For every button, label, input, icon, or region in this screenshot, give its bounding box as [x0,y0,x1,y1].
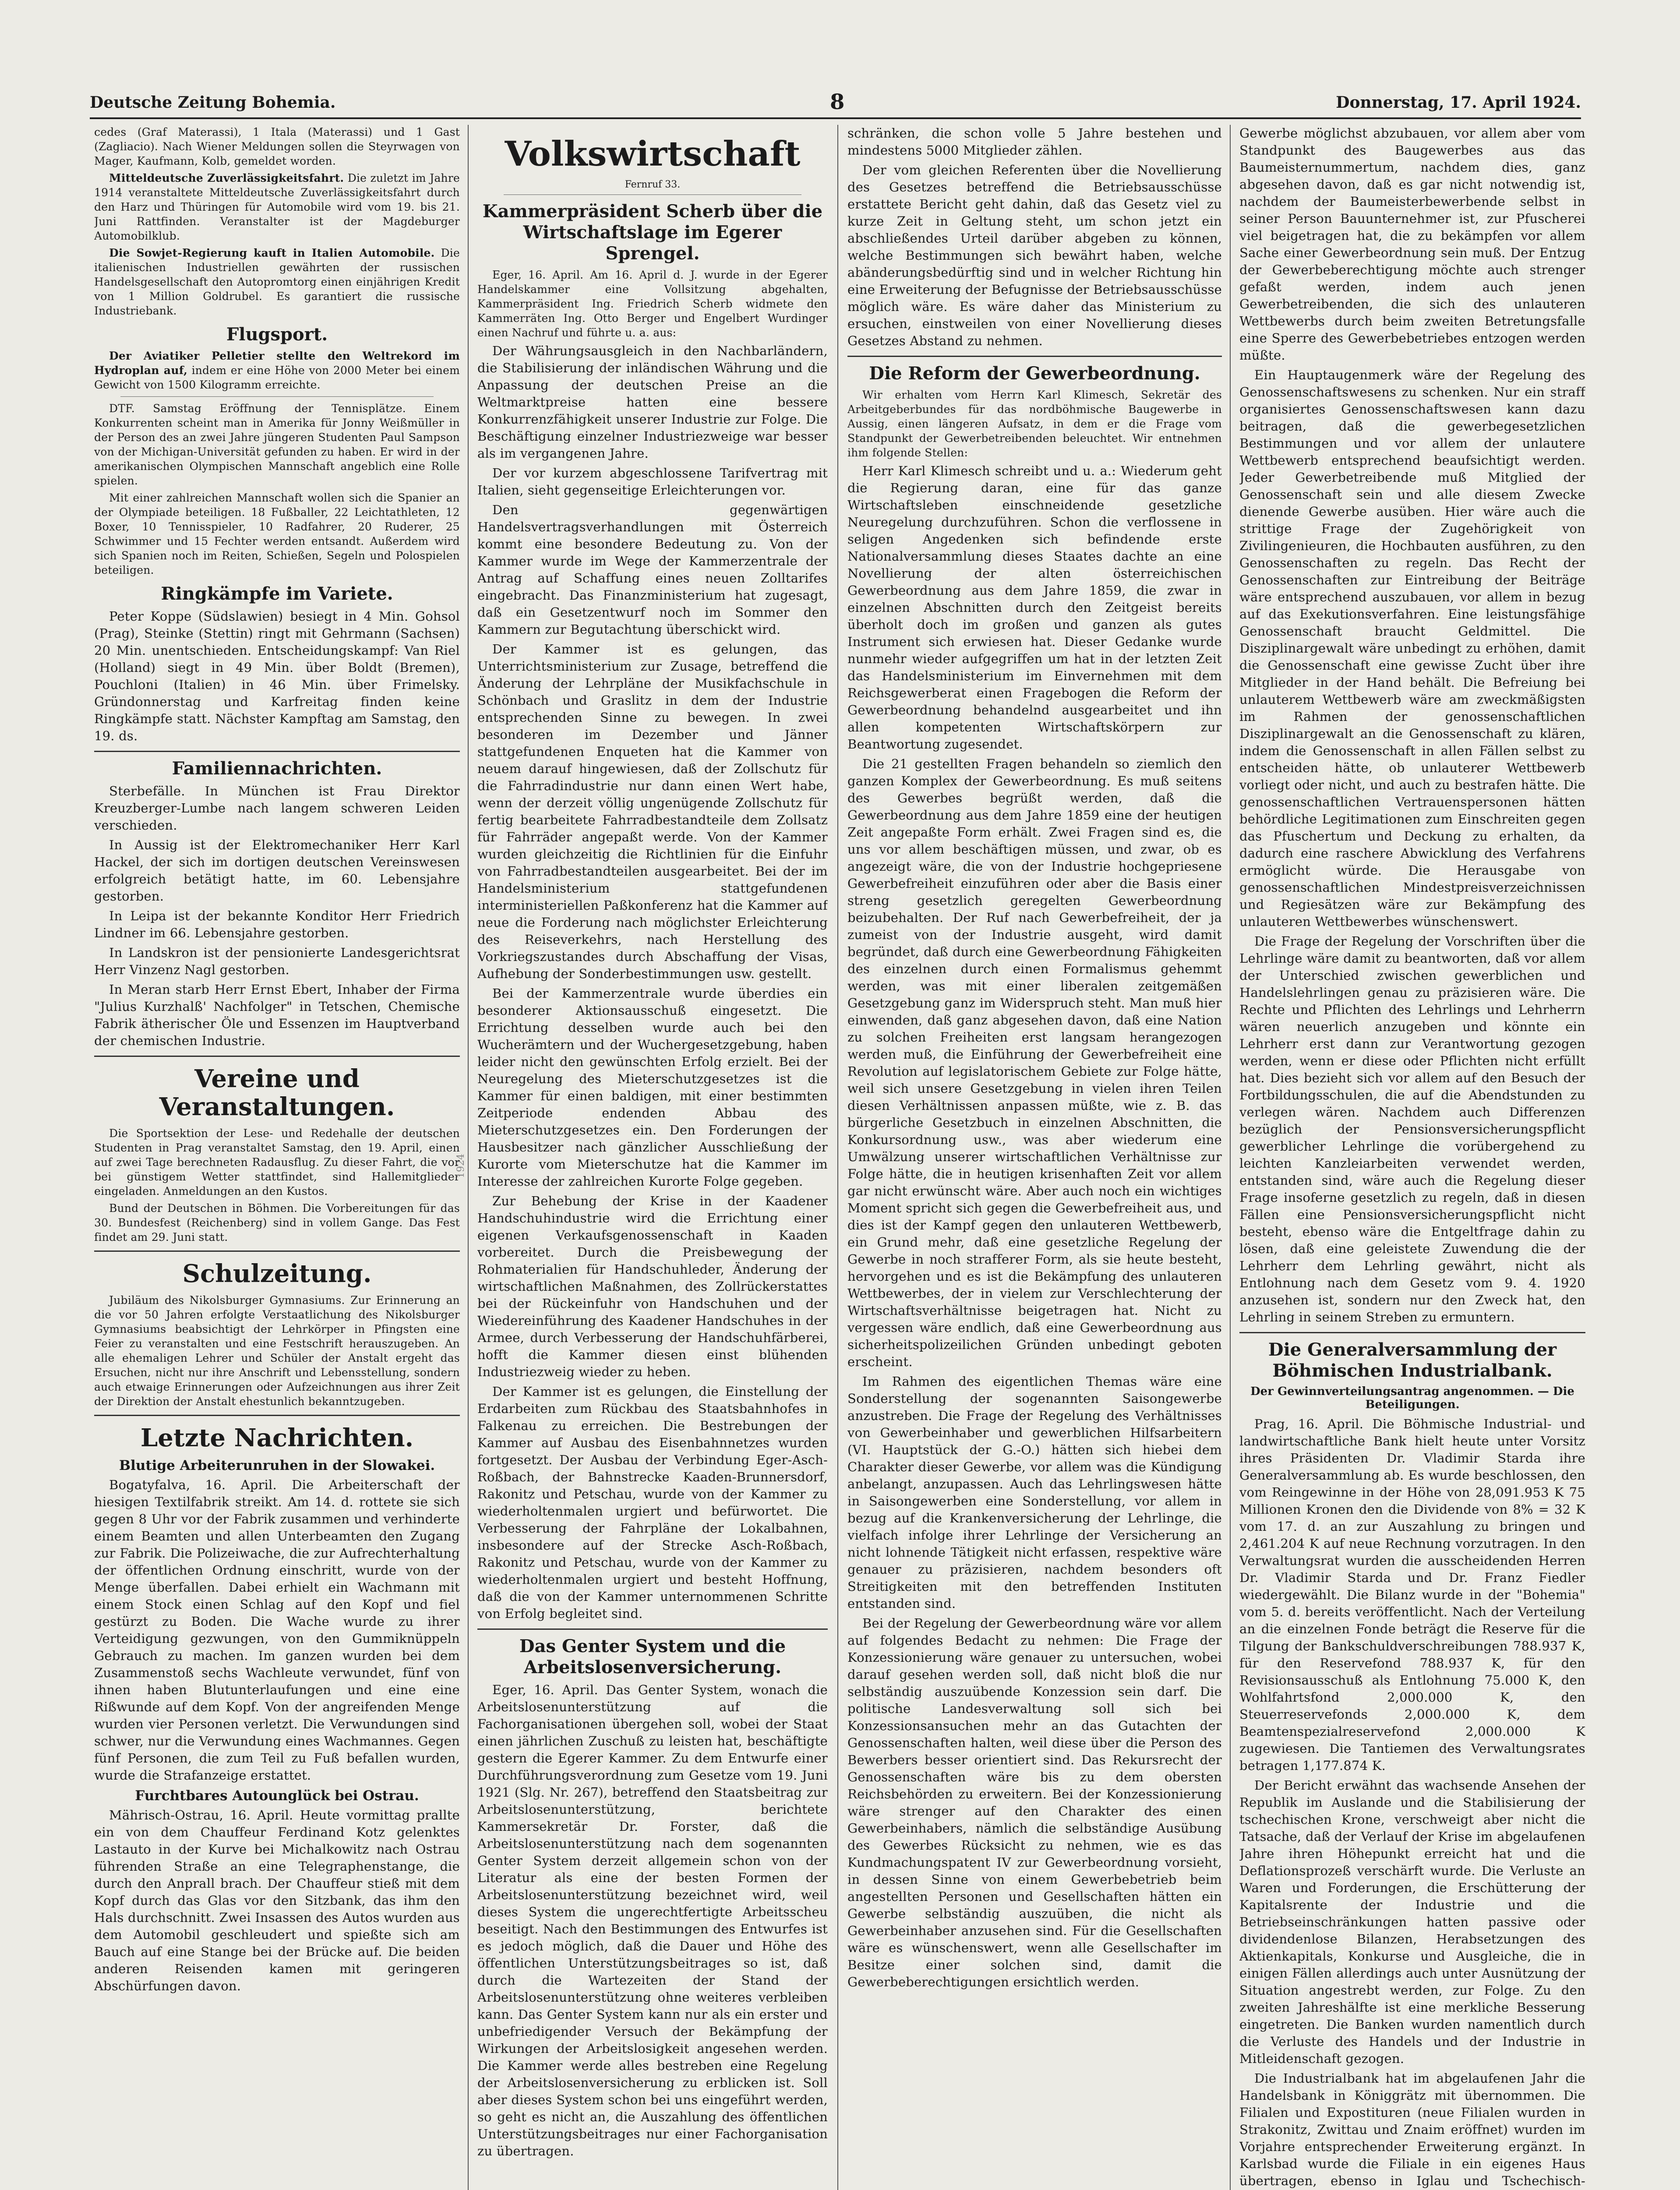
article-text: Der vom gleichen Referenten über die Novellierung des Gesetzes betreffend die Betriebsausschüsse erstattete Bericht geht dahin, daß das Gesetz viel zu kurze Zeit in Geltung steht, um schon jetzt ein abschließendes Urteil darüber abgeben zu können, welche Bestimmungen sich bewährt haben, welche abänderungsbedürftig sind und in welcher Richtung hin eine Erweiterung der Befugnisse der Betriebsausschüsse möglich wäre. Es wäre daher das Ministerium zu ersuchen, einstweilen von einer Novellierung dieses Gesetzes Abstand zu nehmen. [847,162,1222,348]
article-lead: Die Sowjet-Regierung kauft in Italien Automobile. [109,247,435,259]
page-number: 8 [830,90,845,114]
article-text: Der vor kurzem abgeschlossene Tarifvertrag mit Italien, sieht gegenseitige Erleichterungen vor. [477,466,828,498]
article-lead: Der Aviatiker Pelletier stellte den Weltrekord im Hydroplan auf, [94,350,460,377]
article-headline: Blutige Arbeiterunruhen in der Slowakei. [119,1458,435,1473]
article-text: indem er eine Höhe von 2000 Meter bei einem Gewicht von 1500 Kilogramm erreichte. [94,364,460,391]
article-lead: Wir erhalten vom Herrn Karl Klimesch, Sekretär des Arbeitgeberbundes für das nordböhmische Baugewerbe in Aussig, einen längeren Aufsatz, in dem er die Frage vom Standpunkt der Gewerbetreibenden beleuchtet. Wir entnehmen ihm folgende Stellen: [847,389,1222,459]
article-text: DTF. Samstag Eröffnung der Tennisplätze. Einem Konkurrenten scheint man in Amerika für Jonny Weißmüller in der Person des an zwei Jahre jüngeren Studenten Paul Sampson von der Michigan-Universität gefunden zu haben. Er wird in der amerikanischen Olympischen Mannschaft angeblich eine Rolle spielen. [94,402,460,487]
section-heading-schulzeitung: Schulzeitung. [182,1259,372,1288]
article-text: Mährisch-Ostrau, 16. April. Heute vormittag prallte ein von dem Chauffeur Ferdinand Kotz gelenktes Lastauto in der Kurve bei Michalkowitz nach Ostrau führenden Straße an eine Telegraphenstange, die durch den Anprall brach. Der Chauffeur stieß mit dem Kopf durch das Glas vor den Sitzbank, das ihm den Hals durchschnitt. Zwei Insassen des Autos wurden aus dem Automobil geschleudert und spießte sich am Bauch auf eine Stange bei der Brücke auf. Die beiden anderen Reisenden kamen mit geringeren Abschürfungen davon. [94,1808,460,1993]
divider [94,1250,460,1252]
article-text: Prag, 16. April. Die Böhmische Industrial- und landwirtschaftliche Bank hielt heute unter Vorsitz ihres Präsidenten Dr. Vladimir Starda ihre Generalversammlung ab. Es wurde beschlossen, den vom Reingewinne in der Höhe von 28,091.953 K 75 Millionen Kronen den die Dividende von 8% = 32 K vom 17. d. an zur Auszahlung zu bringen und 2,461.204 K auf neue Rechnung vorzutragen. In den Verwaltungsrat wurden die ausscheidenden Herren Dr. Vladimir Starda und Dr. Franz Fiedler wiedergewählt. Die Bilanz wurde in der "Bohemia" vom 5. d. bereits veröffentlicht. Nach der Verteilung an die einzelnen Fonde beträgt die Reserve für die Tilgung der Bankschuldverschreibungen 788.937 K, für den Reservefond 788.937 K, für den Revisionsausschuß als Entlohnung 75.000 K, den Wohlfahrtsfond 2,000.000 K, den Steuerreservefonds 2,000.000 K, dem Beamtenspezialreservefond 2,000.000 K zugewiesen. Die Tantiemen des Verwaltungsrates betragen 1,177.874 K. [1239,1416,1585,1773]
page-header [90,90,1581,116]
article-text: Eger, 16. April. Das Genter System, wonach die Arbeitslosenunterstützung auf die Fachorganisationen übergehen soll, wobei der Staat einen jährlichen Zuschuß zu leisten hat, beschäftigte gestern die Egerer Kammer. Zu dem Entwurfe einer Durchführungsverordnung zum Gesetze vom 19. Juni 1921 (Slg. Nr. 267), betreffend den Staatsbeitrag zur Arbeitslosenunterstützung, berichtete Kammersekretär Dr. Forster, daß die Arbeitslosenunterstützung nach dem sogenannten Genter System derzeit allgemein schon von der Literatur als eine der besten Formen der Arbeitslosenunterstützung bezeichnet wird, weil dieses System die ungerechtfertigte Arbeitsscheu beseitigt. Nach den Bestimmungen des Entwurfes ist es jedoch möglich, daß die Dauer und Höhe des öffentlichen Unterstützungsbeitrages so ist, daß durch die Wartezeiten der Stand der Arbeitslosenunterstützung ohne weiteres verbleiben kann. Das Genter System kann nur als ein erster und unbefriedigender Versuch der Bekämpfung der Wirkungen der Arbeitslosigkeit angesehen werden. Die Kammer werde alles bestreben eine Regelung der Arbeitslosenversicherung zu erblicken ist. Soll aber dieses System schon bei uns eingeführt werden, so geht es nicht an, die Auszahlung des öffentlichen Unterstützungsbeitrages nur einer Fachorganisation zu übertragen. [477,1682,828,2158]
article-text: Die Frage der Regelung der Vorschriften über die Lehrlinge wäre damit zu beantworten, daß vor allem der Unterschied zwischen gewerblichen und Handelslehrlingen genau zu präzisieren wäre. Die Rechte und Pflichten des Lehrlings und Lehrherrn wären neuerlich anzugeben und könnte ein Lehrherr erst dann zur Verantwortung gezogen werden, wenn er diese oder Pflichten nicht erfüllt hat. Dies bezieht sich vor allem auf den Besuch der Fortbildungsschulen, die auf die Abendstunden zu verlegen wären. Nachdem auch Differenzen bezüglich der Pensionsversicherungspflicht gewerblicher Lehrlinge die vorübergehend zu leichten Kanzleiarbeiten verwendet werden, entstanden sind, wäre auch die Regelung dieser Frage insoferne gesetzlich zu regeln, daß in diesen Fällen eine Pensionsversicherungspflicht nicht besteht, ebenso wäre die Entgeltfrage dahin zu lösen, daß eine geleistete Zuwendung die der Lehrherr dem Lehrling gewährt, nicht als Entlohnung nach dem Gesetz vom 9. 4. 1920 anzusehen ist, sondern nur den Zweck hat, den Lehrling in seinem Streben zu ermuntern. [1239,934,1585,1325]
article-text: In Leipa ist der bekannte Konditor Herr Friedrich Lindner im 66. Lebensjahre gestorben. [94,908,460,940]
article-text: Die Sportsektion der Lese- und Redehalle der deutschen Studenten in Prag veranstaltet Samstag, den 19. April, einen auf zwei Tage berechneten Radausflug. Zu dieser Fahrt, die vor bei günstigem Wetter stattfindet, sind Hallemitglieder eingeladen. Anmeldungen an den Kustos. [94,1127,460,1197]
article-headline: Das Genter System und die Arbeitslosenversicherung. [519,1636,786,1678]
article-text: In Aussig ist der Elektromechaniker Herr Karl Hackel, der sich im dortigen deutschen Vereinswesen erfolgreich betätigt hatte, im 60. Lebensjahre gestorben. [94,837,460,904]
article-text: Mit einer zahlreichen Mannschaft wollen sich die Spanier an der Olympiade beteiligen. 18 Fußballer, 22 Leichtathleten, 12 Boxer, 10 Tennisspieler, 10 Radfahrer, 20 Ruderer, 25 Schwimmer und 15 Fechter werden entsandt. Außerdem wird sich Spanien noch im Reiten, Schießen, Segeln und Polospielen beteiligen. [94,491,460,576]
article-lead: Mitteldeutsche Zuverlässigkeitsfahrt. [109,172,344,184]
divider [94,1415,460,1416]
divider [120,396,434,397]
article-text: Bogatyfalva, 16. April. Die Arbeiterschaft der hiesigen Textilfabrik streikt. Am 14. d. rottete sie sich gegen 8 Uhr vor der Fabrik zusammen und verhinderte einem Beamten und allen Unterbeamten den Zugang zur Fabrik. Die Polizeiwache, die zur Aufrechterhaltung der öffentlichen Ordnung einschritt, wurde von der Menge überfallen. Dabei erhielt ein Wachmann mit einem Stock einen Schlag auf den Kopf und fiel gestürzt zu Boden. Die Wache wurde zu ihrer Verteidigung gezwungen, von den Gummiknüppeln Gebrauch zu machen. Im ganzen wurden bei dem Zusammenstoß sechs Wachleute verwundet, fünf von ihnen haben Blutunterlaufungen und eine eine Rißwunde auf dem Kopf. Von der angreifenden Menge wurden vier Personen verletzt. Die Verwundungen sind schwer, nur die Verwundung eines Wachmannes. Gegen fünf Personen, die zum Teil zu Fuß befallen wurden, wurde die Strafanzeige erstattet. [94,1477,460,1783]
divider [1239,1332,1585,1333]
article-headline: Kammerpräsident Scherb über die Wirtschaftslage im Egerer Sprengel. [482,201,823,264]
article-text: Ein Hauptaugenmerk wäre der Regelung des Genossenschaftswesens zu schenken. Nur ein straff organisiertes Genossenschaftswesen kann dazu beitragen, daß die gewerbegesetzlichen Bestimmungen und vor allem der unlautere Wettbewerb entsprechend beaufsichtigt werden. Jeder Gewerbetreibende muß Mitglied der Genossenschaft sein und alle diesem Zwecke dienende Gewerbe ausüben. Hier wäre auch die strittige Frage der Zugehörigkeit von Zivilingenieuren, die Hochbauten ausführen, zu den Genossenschaften zu regeln. Das Recht der Genossenschaften zur Eintreibung der Beiträge wäre entsprechend auszubauen, vor allem in bezug auf das Exekutionsverfahren. Eine leistungsfähige Genossenschaft braucht Geldmittel. Die Disziplinargewalt wäre unbedingt zu erhöhen, damit die Genossenschaft eine gewisse Zucht über ihre Mitglieder in der Hand behält. Die Befreiung bei unlauterem Wettbewerb wäre am zweckmäßigsten im Rahmen der genossenschaftlichen Disziplinargewalt an die Genossenschaft zu klären, indem die Genossenschaft in allen Fällen selbst zu entscheiden hätte, ob unlauterer Wettbewerb vorliegt oder nicht, und auch zu bestrafen hätte. Die genossenschaftlichen Vertrauenspersonen hätten behördliche Legitimationen zum Einschreiten gegen das Pfuschertum und Deckung zu erhalten, da dadurch eine raschere Abwicklung des Verfahrens ermöglicht würde. Die Herausgabe von genossenschaftlichen Mindestpreisverzeichnissen und Regiesätzen wäre zur Bekämpfung des unlauteren Wettbewerbes wünschenswert. [1239,367,1585,929]
article-text: Die italienischen Industriellen gewährten der russischen Handelsgesellschaft den Autopromtorg einen einjährigen Kredit von 1 Million Goldrubel. Es garantiert die russische Industriebank. [94,247,460,317]
column-divider [837,125,838,2190]
article-headline: Furchtbares Autounglück bei Ostrau. [135,1788,419,1804]
article-headline: Die Reform der Gewerbeordnung. [869,363,1200,384]
article-text: cedes (Graf Materassi), 1 Itala (Materassi) und 1 Gast (Zagliacio). Nach Wiener Meldungen sollen die Steyrwagen von Mager, Kaufmann, Kolb, gemeldet worden. [94,126,460,167]
divider [477,1628,828,1630]
article-text: Der Währungsausgleich in den Nachbarländern, die Stabilisierung der inländischen Währung und die Anpassung der deutschen Preise an die Weltmarktpreise hatten eine bessere Konkurrenzfähigkeit unserer Industrie zur Folge. Die Beschäftigung einzelner Industriezweige war besser als im vergangenen Jahre. [477,343,828,461]
article-text: Peter Koppe (Südslawien) besiegt in 4 Min. Gohsol (Prag), Steinke (Stettin) ringt mit Gehrmann (Sachsen) 20 Min. unentschieden. Entscheidungskampf: Van Riel (Holland) siegt in 49 Min. über Boldt (Bremen), Pouchloni (Italien) in 46 Min. über Frimelsky. Gründonnerstag und Karfreitag finden keine Ringkämpfe statt. Nächster Kampftag am Samstag, den 19. ds. [94,609,460,743]
masthead-name: Deutsche Zeitung Bohemia. [90,93,336,112]
article-text: In Meran starb Herr Ernst Ebert, Inhaber der Firma "Julius Kurzhalß' Nachfolger" in Tetschen, Chemische Fabrik ätherischer Öle und Essenzen im Hauptverband der chemischen Industrie. [94,982,460,1048]
column-divider [468,125,469,2190]
section-heading-flugsport: Flugsport. [226,324,328,345]
column-4 [1239,125,1585,2190]
article-text: schränken, die schon volle 5 Jahre bestehen und mindestens 5000 Mitglieder zählen. [847,126,1222,158]
divider [504,194,801,195]
article-text: Herr Karl Klimesch schreibt und u. a.: Wiederum geht die Regierung daran, eine für das ganze Wirtschaftsleben einschneidende gesetzliche Neuregelung durchzuführen. Schon die verflossene in seligen Angedenken sich befindende erste Nationalversammlung dieses Staates dachte an eine Novellierung der alten österreichischen Gewerbeordnung aus dem Jahre 1859, die zwar in einzelnen Abschnitten durch den Zeitgeist bereits überholt doch im großen und ganzen als gutes Instrument sich erwiesen hat. Dieser Gedanke wurde nunmehr wieder aufgegriffen um hat in der letzten Zeit das Handelsministerium im Einvernehmen mit dem Reichsgewerberat einen Fragebogen die Reform der Gewerbeordnung behandelnd ausgearbeitet und ihn allen kompetenten Wirtschaftskörpern zur Beantwortung zugesendet. [847,463,1222,752]
section-heading-letzte-nachrichten: Letzte Nachrichten. [140,1424,414,1452]
divider [94,1056,460,1057]
article-text: Bund der Deutschen in Böhmen. Die Vorbereitungen für das 30. Bundesfest (Reichenberg) sind in vollem Gange. Das Fest findet am 29. Juni statt. [94,1202,460,1243]
section-heading-familie: Familiennachrichten. [172,758,382,779]
divider [94,751,460,752]
article-text: Die Industrialbank hat im abgelaufenen Jahr die Handelsbank in Königgrätz mit übernommen. Die Filialen und Expostituren (neue Filialen wurden in Strakonitz, Zwittau und Znaim eröffnet) wurden im Vorjahre entsprechender Erweiterung ergänzt. In Karlsbad wurde die Filiale in ein eigenes Haus übertragen, ebenso in Iglau und Tschechisch- [1239,2071,1585,2188]
header-rule [90,117,1581,119]
column-1 [94,125,460,2190]
article-text: Gewerbe möglichst abzubauen, vor allem aber vom Standpunkt des Baugewerbes aus das Baumeisternummertum, nachdem dies, ganz abgesehen davon, daß es gar nicht notwendig ist, nachdem der Baumeisterbewerbende selbst in seiner Person Bauunternehmer ist, zur Pfuscherei viel beigetragen hat, die zu bekämpfen vor allem Sache einer Gewerbeordnung sein muß. Der Entzug der Gewerbeberechtigung möchte auch strenger gefaßt werden, indem auch jenen Gewerbetreibenden, die sich des unlauteren Wettbewerbs durch beim zweiten Betretungsfalle eine Sperre des Gewerbebetriebes entzogen werden müßte. [1239,126,1585,363]
phone-number: Fernruf 33. [625,179,681,190]
article-subheadline: Der Gewinnverteilungsantrag angenommen. — Die Beteiligungen. [1250,1385,1574,1411]
article-text: Den gegenwärtigen Handelsvertragsverhandlungen mit Österreich kommt eine besondere Bedeutung zu. Von der Kammer wurde im Wege der Kammerzentrale der Antrag auf Schaffung eines neuen Zolltarifes eingebracht. Das Finanzministerium hat zugesagt, daß ein Gesetzentwurf noch im Sommer den Kammern zur Begutachtung überschickt wird. [477,502,828,637]
section-heading-vereine: Vereine und Veranstaltungen. [159,1064,395,1121]
column-3 [847,125,1222,2190]
margin-stamp: 1924 [455,1154,466,1178]
column-divider [1230,125,1231,2190]
article-text: Der Kammer ist es gelungen, das Unterrichtsministerium zur Zusage, betreffend die Änderung der Lehrpläne der Musikfachschule in Schönbach und Graslitz in dem der Industrie entsprechenden Sinne zu bewegen. In zwei besonderen im Dezember und Jänner stattgefundenen Enqueten hat die Kammer von neuem darauf hingewiesen, daß der Zollschutz für die Fahrradindustrie nur dann einen Wert habe, wenn der derzeit völlig ungenügende Zollschutz für fertig bearbeitete Fahrradbestandteile dem Zollsatz für Fahrräder angepaßt werde. Von der Kammer wurden gleichzeitig die Richtlinien für die Einfuhr von Fahrradbestandteilen ausgearbeitet. Bei der im Handelsministerium stattgefundenen interministeriellen Paßkonferenz hat die Kammer auf neue die Forderung nach möglichster Erleichterung des Reiseverkehrs, nach Herstellung des Vorkriegszustandes durch Abschaffung der Visas, Aufhebung der Sonderbestimmungen usw. gestellt. [477,642,828,981]
article-text: Der Bericht erwähnt das wachsende Ansehen der Republik im Auslande und die Stabilisierung der tschechischen Krone, verschweigt aber nicht die Tatsache, daß der Verlauf der Krise im abgelaufenen Jahre ihren Höhepunkt erreicht hat und die Deflationsprozeß verschärft wurde. Die Verluste an Waren und Forderungen, die Erschütterung der Kapitalsrente der Industrie und die Betriebseinschränkungen hatten passive oder dividendenlose Bilanzen, Herabsetzungen des Aktienkapitals, Konkurse und Ausgleiche, die in einigen Fällen allerdings auch unter Ausnützung der Situation angestrebt werden, zur Folge. Zu den zweiten Jahreshälfte ist eine merkliche Besserung eingetreten. Die Banken wurden namentlich durch die Verluste des Handels und der Industrie in Mitleidenschaft gezogen. [1239,1778,1585,2066]
article-headline: Die Generalversammlung der Böhmischen Industrialbank. [1268,1339,1557,1381]
article-text: Sterbefälle. In München ist Frau Direktor Kreuzberger-Lumbe nach langem schweren Leiden verschieden. [94,784,460,833]
article-text: Die zuletzt im Jahre 1914 veranstaltete Mitteldeutsche Zuverlässigkeitsfahrt durch den Harz und Thüringen für Automobile wird vom 19. bis 21. Juni Rattfinden. Veranstalter ist der Magdeburger Automobilklub. [94,172,460,242]
section-heading-volkswirtschaft: Volkswirtschaft [505,134,801,174]
article-text: In Landskron ist der pensionierte Landesgerichtsrat Herr Vinzenz Nagl gestorben. [94,945,460,977]
article-text: Bei der Kammerzentrale wurde überdies ein besonderer Aktionsausschuß eingesetzt. Die Errichtung desselben wurde auch bei den Wucherämtern und der Wuchergesetzgebung, haben leider nicht den gewünschten Erfolg erzielt. Bei der Neuregelung des Mieterschutzgesetzes ist die Kammer für einen baldigen, mit einer bestimmten Zeitperiode endenden Abbau des Mieterschutzgesetzes ein. Den Forderungen der Hausbesitzer nach gänzlicher Ausschließung der Kurorte vom Mieterschutze hat die Kammer im Interesse der zahlreichen Kurorte Folge gegeben. [477,986,828,1189]
article-text: Zur Behebung der Krise in der Kaadener Handschuhindustrie wird die Errichtung einer eigenen Verkaufsgenossenschaft in Kaaden vorbereitet. Durch die Preisbewegung der Rohmaterialien für Handschuhleder, Änderung der wirtschaftlichen Maßnahmen, des Zollrückerstattes bei der Rückeinfuhr von Handschuhen und der Wiedereinführung des Kaadener Handschuhes in der Armee, durch Verbesserung der Handschuhfärberei, hofft die Kammer diesen einst blühenden Industriezweig wieder zu heben. [477,1194,828,1379]
column-2 [477,125,828,2190]
article-text: Im Rahmen des eigentlichen Themas wäre eine Sonderstellung der sogenannten Saisongewerbe anzustreben. Die Frage der Regelung des Verhältnisses von Gewerbeinhaber und gewerblichen Hilfsarbeitern (VI. Hauptstück der G.-O.) hätten sich hiebei dem Charakter dieser Gewerbe, vor allem was die Kündigung anbelangt, anzupassen. Auch das Lehrlingswesen hätte in Saisongewerben eine Sonderstellung, vor allem in bezug auf die Krankenversicherung der Lehrlinge, die vielfach infolge ihrer Lehrlinge der Versicherung an nicht lohnende Tätigkeit nicht erfassen, respektive wäre genauer zu präzisieren, nachdem besonders oft Streitigkeiten mit den betreffenden Instituten entstanden sind. [847,1374,1222,1611]
article-lead: Eger, 16. April. Am 16. April d. J. wurde in der Egerer Handelskammer eine Vollsitzung abgehalten, Kammerpräsident Ing. Friedrich Scherb widmete den Kammerräten Ing. Otto Berger und Engelbert Wurdinger einen Nachruf und führte u. a. aus: [477,268,828,339]
article-text: Der Kammer ist es gelungen, die Einstellung der Erdarbeiten zum Rückbau des Staatsbahnhofes in Falkenau zu erreichen. Die Bestrebungen der Kammer auf Ausbau des Eisenbahnnetzes wurden fortgesetzt. Der Ausbau der Verbindung Eger-Asch-Roßbach, der Bahnstrecke Kaaden-Brunnersdorf, Rakonitz und Petschau, wurde von der Kammer zu wiederholtenmalen urgiert und befürwortet. Die Verbesserung der Fahrpläne der Lokalbahnen, insbesondere auf der Strecke Asch-Roßbach, Rakonitz und Petschau, wurde von der Kammer zu wiederholtenmalen urgiert und besteht Hoffnung, daß die von der Kammer unternommenen Schritte von Erfolg begleitet sind. [477,1384,828,1621]
article-text: Jubiläum des Nikolsburger Gymnasiums. Zur Erinnerung an die vor 50 Jahren erfolgte Verstaatlichung des Nikolsburger Gymnasiums beabsichtigt der Lehrkörper in Pfingsten eine Feier zu veranstalten und eine Festschrift herauszugeben. An alle ehemaligen Lehrer und Schüler der Anstalt ergeht das Ersuchen, nicht nur ihre Anschrift und Lebensstellung, sondern auch etwaige Erinnerungen oder Aufzeichnungen aus ihrer Zeit der Direktion der Anstalt ehestunlich bekanntzugeben. [94,1294,460,1408]
issue-date: Donnerstag, 17. April 1924. [1336,93,1581,112]
article-text: Die 21 gestellten Fragen behandeln so ziemlich den ganzen Komplex der Gewerbeordnung. Es muß seitens des Gewerbes begrüßt werden, daß die Gewerbeordnung aus dem Jahre 1859 eine der heutigen Zeit angepaßte Form erhält. Zwei Fragen sind es, die uns vor allem beschäftigen müssen, und zwar, ob es angezeigt wäre, die von der Industrie hochgepriesene Gewerbefreiheit einzuführen oder aber die Basis einer streng gesetzlich geregelten Gewerbeordnung beizubehalten. Der Ruf nach Gewerbefreiheit, der ja zumeist von der Industrie ausgeht, wird damit begründet, daß durch eine Gewerbeordnung Fähigkeiten des einzelnen durch einen Formalismus gehemmt werden, was mit einer liberalen zeitgemäßen Gesetzgebung ganz im Widerspruch steht. Man muß hier einwenden, daß ganz abgesehen davon, daß eine Nation zu solchen Freiheiten erst langsam herangezogen werden muß, die Einführung der Gewerbefreiheit eine Revolution auf legislatorischem Gebiete zur Folge hätte, weil sich unsere Gesetzgebung in vielen ihren Teilen diesen Verhältnissen anpassen müßte, wie z. B. das bürgerliche Gesetzbuch in einzelnen Abschnitten, die Konkursordnung usw., was aber wiederum eine Umwälzung unserer wirtschaftlichen Verhältnisse zur Folge hätte, die in heutigen krisenhaften Zeit vor allem gar nicht erwünscht wäre. Aber auch noch ein wichtiges Moment spricht sich gegen die Gewerbefreiheit aus, und dies ist der Kampf gegen den unlauteren Wettbewerb, ein Grund mehr, daß eine gesetzliche Regelung der Gewerbe in noch strafferer Form, als sie heute besteht, hervorgehen und es ist die Bekämpfung des unlauteren Wettbewerbes, der in vielem zur Verschlechterung der Wirtschaftsverhältnisse beigetragen hat. Nicht zu vergessen wäre endlich, daß eine Gewerbeordnung aus sicherheitspolizeilichen Gründen unbedingt geboten erscheint. [847,756,1222,1369]
divider [847,356,1222,357]
section-heading-ringkaempfe: Ringkämpfe im Variete. [161,583,393,604]
article-text: Bei der Regelung der Gewerbeordnung wäre vor allem auf folgendes Bedacht zu nehmen: Die Frage der Konzessionierung wäre genauer zu untersuchen, wobei darauf gesehen werden soll, daß nicht bloß die nur selbständig auszuübende Konzession sein darf. Die politische Landesverwaltung soll sich bei Konzessionsansuchen mehr an das Gutachten der Genossenschaften halten, weil diese über die Person des Bewerbers besser orientiert sind. Das Rekursrecht der Genossenschaften wäre bis zu dem obersten Reichsbehörden zu erweitern. Bei der Konzessionierung wäre strenger auf den Charakter des einen Gewerbeinhabers, nämlich die selbständige Ausübung des Gewerbes Rücksicht zu nehmen, wie es das Kundmachungspatent IV zur Gewerbeordnung vorsieht, in dessen Sinne von einem Gewerbebetrieb beim angestellten Personen und Gesellschaften hätten ein Gewerbe selbständig auszuüben, die nicht als Gewerbeinhaber anzusehen sind. Für die Gesellschaften wäre es wünschenswert, wenn alle Gesellschafter im Besitze einer solchen sind, damit die Gewerbeberechtigungen ersichtlich werden. [847,1616,1222,1989]
